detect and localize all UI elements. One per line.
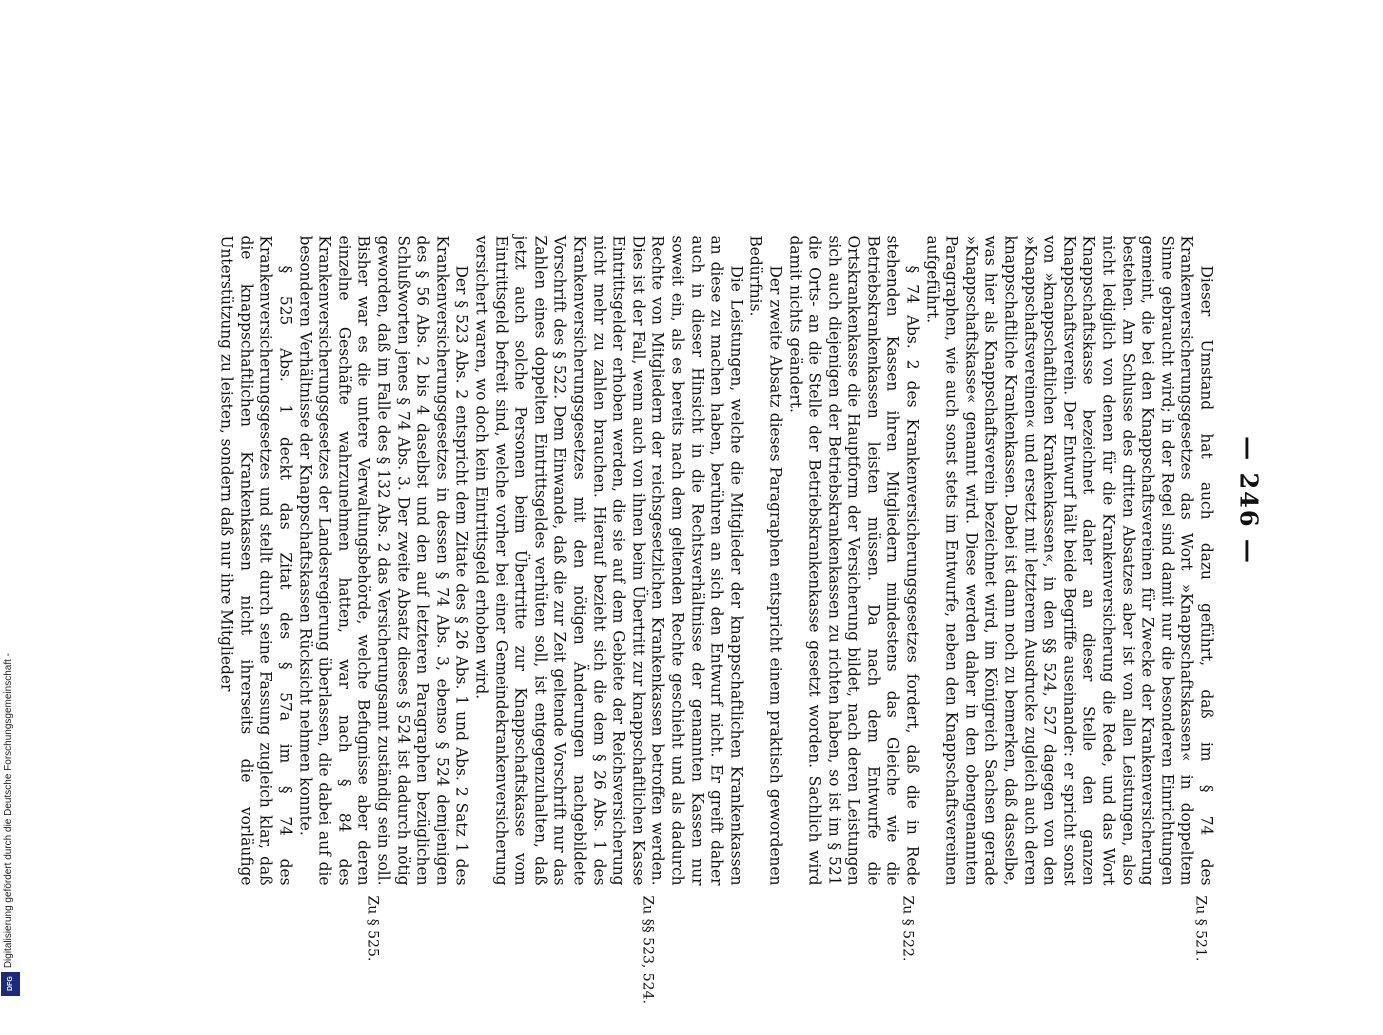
paragraph: § 525 Abs. 1 deckt das Zitat des § 57a im § 74 des Krankenversicherungsgesetzes und stellt durch seine Fassung zugleich klar, daß die knappschaftlichen Krankenkassen nicht ihrerseits die vorläufige Unterstützung zu leisten, sondern daß nur ihre Mitglieder bbox=[217, 235, 295, 885]
body-text bbox=[216, 235, 1215, 885]
digitization-footer bbox=[0, 0, 22, 1000]
margin-note-525: Zu § 525. bbox=[364, 895, 380, 961]
paragraph: Dieser Umstand hat auch dazu geführt, daß im § 74 des Krankenversicherungsgesetzes das Wort »Knappschaftskassen« in doppeltem Sinne gebraucht wird; in der Regel sind damit nur die besonderen Einrichtungen gemeint, die bei den Knappschaftsvereinen für Zwecke der Krankenversicherung bestehen. Am Schlusse des dritten Absatzes aber ist von allen Leistungen, also nicht lediglich von denen für die Krankenversicherung die Rede, und das Wort Knappschaftskasse bezeichnet daher an dieser Stelle den ganzen Knappschaftsverein. Der Entwurf hält beide Begriffe auseinander: er spricht sonst von »knappschaftlichen Krankenkassen«, in den §§ 524, 527 dagegen von den »Knappschaftsvereinen« und ersetzt mit letzterem Ausdrucke zugleich auch deren knappschaftliche Krankenkassen. Dabei ist dann noch zu bemerken, daß dasselbe, was hier als Knappschaftsverein bezeichnet wird, im Königreich Sachsen gerade »Knappschaftskasse« genannt wird. Diese werden daher in den obengenannten Paragraphen, wie auch sonst stets im Entwurfe, neben den Knappschaftsvereinen aufgeführt. bbox=[922, 235, 1215, 885]
margin-note-522: Zu § 522. bbox=[899, 895, 915, 961]
footer-credit: Digitalisierung gefördert durch die Deutsche Forschungsgemeinschaft - bbox=[3, 652, 14, 968]
paragraph: Die Leistungen, welche die Mitglieder der knappschaftlichen Krankenkassen an diese zu machen haben, berühren an sich den Entwurf nicht. Er greift daher auch in dieser Hinsicht in die Rechtsverhältnisse der genannten Kassen nur soweit ein, als es bereits nach dem geltenden Rechte geschieht und als dadurch Rechte von Mitgliedern der reichsgesetzlichen Krankenkassen betroffen werden. Dies ist der Fall, wenn auch von ihnen beim Übertritt zur knappschaftlichen Kasse Eintrittsgelder erhoben werden, die sie auf dem Gebiete der Reichsversicherung nicht mehr zu zahlen brauchen. Hierauf bezieht sich die dem § 26 Abs. 1 des Krankenversicherungsgesetzes mit den nötigen Änderungen nachgebildete Vorschrift des § 522. Dem Einwande, daß die zur Zeit geltende Vorschrift nur das Zahlen eines doppelten Eintrittsgeldes verhüten soll, ist entgegenzuhalten, daß jetzt auch solche Personen beim Übertritte zur Knappschaftskasse vom Eintrittsgeld befreit sind, welche vorher bei einer Gemeindekrankenversicherung versichert waren, wo doch kein Eintrittsgeld erhoben wird. bbox=[472, 235, 745, 885]
margin-note-523-524: Zu §§ 523, 524. bbox=[639, 895, 655, 1004]
paragraph: Der zweite Absatz dieses Paragraphen entspricht einem praktisch gewordenen Bedürfnis. bbox=[746, 235, 784, 885]
margin-note-521: Zu § 521. bbox=[1192, 895, 1208, 961]
dfg-logo: DFG bbox=[1, 972, 20, 996]
paragraph: Der § 523 Abs. 2 entspricht dem Zitate des § 26 Abs. 1 und Abs. 2 Satz 1 des Krankenversicherungsgesetzes in dessen § 74 Abs. 3, ebenso § 524 demjenigen des § 56 Abs. 2 bis 4 daselbst und den auf letzteren Paragraphen bezüglichen Schlußworten jenes § 74 Abs. 3. Der zweite Absatz dieses § 524 ist dadurch nötig geworden, daß im Falle des § 132 Abs. 2 das Versicherungsamt zuständig sein soll. Bisher war es die untere Verwaltungsbehörde, welche Befugnisse aber deren einzelne Geschäfte wahrzunehmen hatten, war nach § 84 des Krankenversicherungsgesetzes der Landesregierung überlassen, die dabei auf die besonderen Verhältnisse der Knappschaftskassen Rücksicht nehmen konnte. bbox=[295, 235, 471, 885]
paragraph: § 74 Abs. 2 des Krankenversicherungsgesetzes fordert, daß die in Rede stehenden Kassen ihren Mitgliedern mindestens das Gleiche wie die Betriebskrankenkassen leisten müssen. Da nach dem Entwurfe die Ortskrankenkasse die Hauptform der Versicherung bildet, nach deren Leistungen sich auch diejenigen der Betriebskrankenkassen zu richten haben, so ist im § 521 die Orts- an die Stelle der Betriebskrankenkasse gesetzt worden. Sachlich wird damit nichts geändert. bbox=[785, 235, 922, 885]
page-number: — 246 — bbox=[1234, 435, 1263, 565]
